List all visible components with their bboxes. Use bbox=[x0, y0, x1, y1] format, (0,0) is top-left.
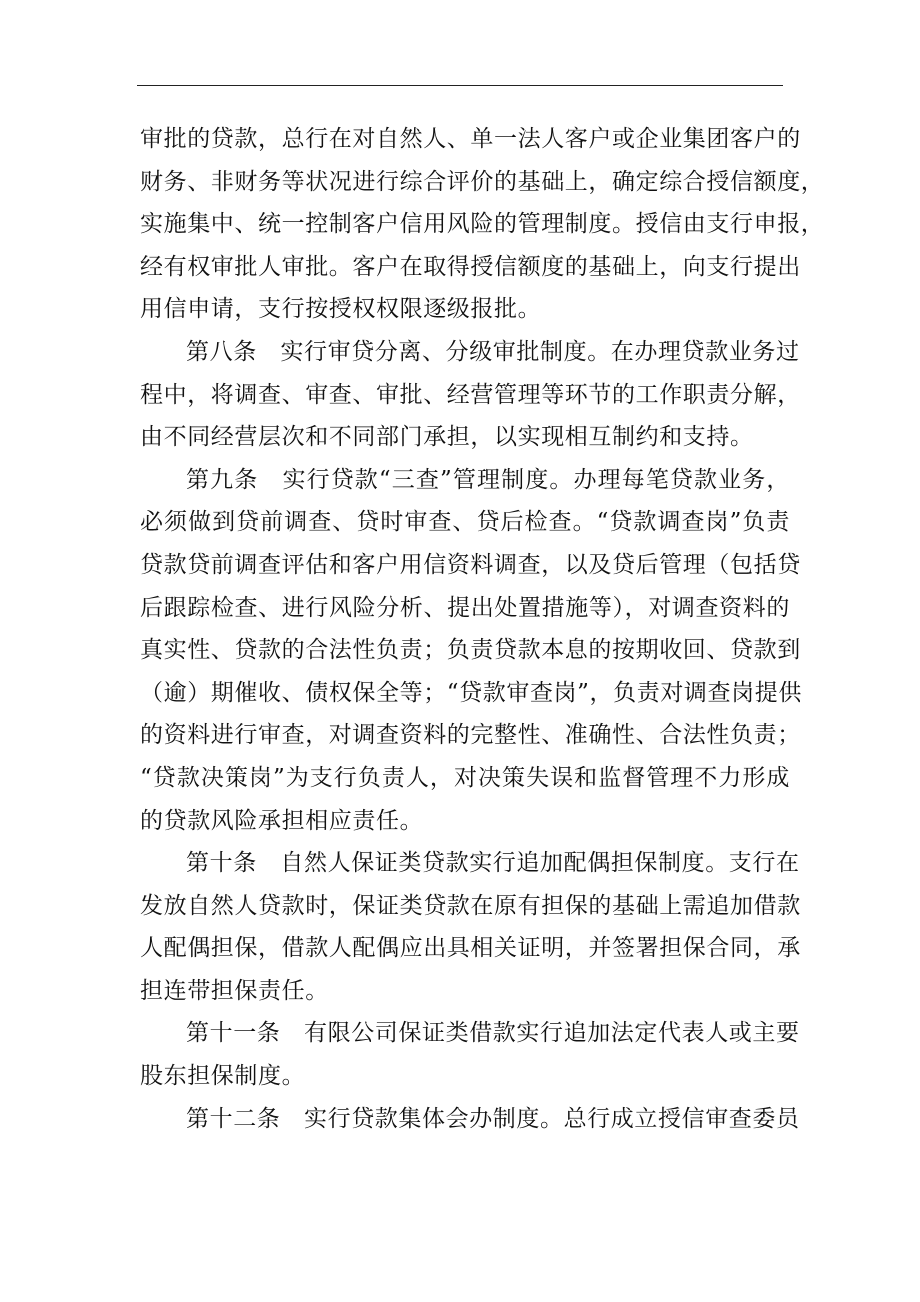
text-line: 的资料进行审查，对调查资料的完整性、准确性、合法性负责； bbox=[140, 722, 801, 749]
text-line: 实施集中、统一控制客户信用风险的管理制度。授信由支行申报， bbox=[140, 211, 825, 238]
text-line: 第九条 实行贷款“三查”管理制度。办理每笔贷款业务， bbox=[186, 466, 790, 493]
text-line: 第八条 实行审贷分离、分级审批制度。在办理贷款业务过 bbox=[186, 338, 800, 365]
text-line: 审批的贷款，总行在对自然人、单一法人客户或企业集团客户的 bbox=[140, 126, 801, 152]
document-body bbox=[140, 118, 825, 1140]
text-line: 真实性、贷款的合法性负责；负责贷款本息的按期收回、贷款到 bbox=[140, 637, 801, 664]
text-line: 必须做到贷前调查、贷时审查、贷后检查。“贷款调查岗”负责 bbox=[140, 509, 790, 536]
text-line: 程中，将调查、审查、审批、经营管理等环节的工作职责分解， bbox=[140, 381, 801, 408]
article-12 bbox=[140, 1098, 800, 1141]
article-11 bbox=[140, 1012, 800, 1097]
text-line: 贷款贷前调查评估和客户用信资料调查，以及贷后管理（包括贷 bbox=[140, 551, 801, 578]
text-line: 的贷款风险承担相应责任。 bbox=[140, 807, 424, 834]
article-10 bbox=[140, 842, 801, 1012]
article-9 bbox=[140, 459, 802, 842]
text-line: 用信申请，支行按授权权限逐级报批。 bbox=[140, 296, 542, 323]
paragraph-continuation bbox=[140, 118, 825, 331]
text-line: 担连带担保责任。 bbox=[140, 977, 329, 1004]
text-line: 人配偶担保，借款人配偶应出具相关证明，并签署担保合同，承 bbox=[140, 935, 801, 962]
text-line: 股东担保制度。 bbox=[140, 1063, 306, 1090]
text-line: 由不同经营层次和不同部门承担，以实现相互制约和支持。 bbox=[140, 424, 754, 451]
text-line: 第十条 自然人保证类贷款实行追加配偶担保制度。支行在 bbox=[186, 850, 800, 877]
article-8 bbox=[140, 331, 801, 459]
text-line: 财务、非财务等状况进行综合评价的基础上，确定综合授信额度， bbox=[140, 168, 825, 195]
text-line: （逾）期催收、债权保全等；“贷款审查岗”，负责对调查岗提供 bbox=[140, 679, 802, 706]
text-line: 经有权审批人审批。客户在取得授信额度的基础上，向支行提出 bbox=[140, 253, 801, 280]
text-line: 第十一条 有限公司保证类借款实行追加法定代表人或主要 bbox=[186, 1020, 800, 1047]
header-rule bbox=[137, 85, 783, 86]
text-line: 发放自然人贷款时，保证类贷款在原有担保的基础上需追加借款 bbox=[140, 892, 801, 919]
text-line: “贷款决策岗”为支行负责人，对决策失误和监督管理不力形成 bbox=[140, 764, 790, 791]
text-line: 第十二条 实行贷款集体会办制度。总行成立授信审查委员 bbox=[186, 1105, 800, 1132]
text-line: 后跟踪检查、进行风险分析、提出处置措施等），对调查资料的 bbox=[140, 594, 790, 621]
